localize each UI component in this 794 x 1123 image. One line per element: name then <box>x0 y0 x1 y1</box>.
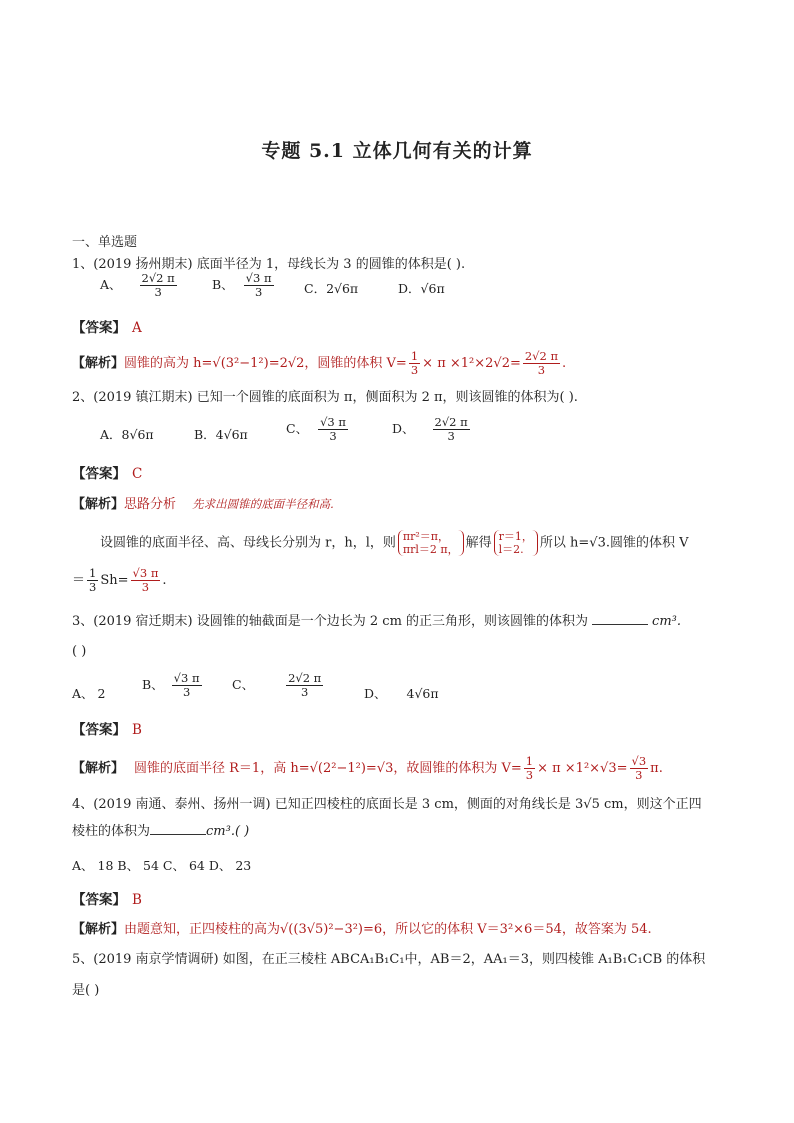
q1-option-b-label: B、 <box>212 277 234 292</box>
answer-label: 【答案】 <box>72 320 126 336</box>
q3-option-c-num: 2√2 π <box>288 671 322 685</box>
q1-option-d: D．√6π <box>398 281 445 296</box>
q1-option-a <box>100 272 179 299</box>
q3-option-b-label: B、 <box>142 677 164 692</box>
q1-analysis <box>72 350 566 377</box>
q1-analysis-mid: × π ×1²×2√2= <box>422 356 521 371</box>
q2-body2-mid: Sh= <box>100 573 129 588</box>
q3-option-b-frac <box>172 672 202 699</box>
q1-option-a-label: A、 <box>100 277 122 292</box>
q3-answer-value: B <box>132 722 142 738</box>
q3-option-c <box>232 672 325 699</box>
q2-option-c-num: √3 π <box>320 415 346 429</box>
q2-option-d-den: 3 <box>447 429 455 443</box>
q4-line2-post: cm³.( ) <box>206 824 250 839</box>
q2-body2-frac1-num: 1 <box>89 566 97 580</box>
q1-option-a-frac <box>140 272 177 299</box>
q2-system-2-eq1: r＝1， <box>498 530 533 543</box>
q3-option-d-label: D、 <box>364 686 387 701</box>
q4-analysis <box>72 920 652 940</box>
q2-body2-pre: ＝ <box>72 573 86 588</box>
analysis-label: 【解析】 <box>72 922 125 937</box>
q1-analysis-frac2 <box>523 350 560 377</box>
question-3-text <box>72 612 681 632</box>
q1-option-b-num: √3 π <box>245 271 272 285</box>
answer-label: 【答案】 <box>72 722 126 738</box>
q3-analysis-frac2 <box>630 755 649 782</box>
q2-analysis-head <box>72 494 334 515</box>
q2-option-d <box>392 416 472 443</box>
page-title: 专题 5.1 立体几何有关的计算 <box>261 140 533 162</box>
q4-answer-value: B <box>132 892 142 908</box>
q2-answer-value: C <box>132 466 143 482</box>
q2-option-d-num: 2√2 π <box>434 415 468 429</box>
q2-body-pre: 设圆锥的底面半径、高、母线长分别为 r，h，l，则 <box>100 535 396 551</box>
q2-body2-frac2-num: √3 π <box>132 566 159 580</box>
q1-analysis-pre: 圆锥的高为 h=√(3²−1²)=2√2，圆锥的体积 V= <box>124 356 407 371</box>
question-1-text: 1、(2019 扬州期末) 底面半径为 1，母线长为 3 的圆锥的体积是( ). <box>72 257 466 272</box>
q1-option-b-frac <box>244 272 274 299</box>
q1-analysis-frac1 <box>409 350 420 377</box>
q2-analysis-head-text: 思路分析 <box>124 497 177 512</box>
analysis-label: 【解析】 <box>72 356 125 371</box>
q2-option-c-den: 3 <box>329 429 337 443</box>
q2-body2-frac1-den: 3 <box>89 580 97 594</box>
q2-body2-frac2-den: 3 <box>141 580 150 594</box>
q2-option-c-label: C、 <box>286 421 309 436</box>
q3-text-body: 3、(2019 宿迁期末) 设圆锥的轴截面是一个边长为 2 cm 的正三角形，则该圆锥的体积为 <box>72 614 589 629</box>
q2-system-1 <box>398 530 464 556</box>
q2-body2-frac1 <box>87 567 98 594</box>
q2-system-1-eq2: πrl＝2 π， <box>402 543 459 556</box>
q2-option-c-frac <box>318 416 348 443</box>
q2-system-2-eq2: l＝2. <box>498 543 524 556</box>
answer-label: 【答案】 <box>72 466 126 482</box>
q2-option-d-frac <box>433 416 470 443</box>
section-heading: 一、单选题 <box>72 235 138 250</box>
q3-option-b <box>142 672 204 699</box>
q2-option-b: B．4√6π <box>194 427 248 442</box>
q4-answer-blank <box>150 822 206 835</box>
analysis-label: 【解析】 <box>72 497 125 512</box>
q4-answer <box>72 888 142 908</box>
q4-analysis-text: 由题意知，正四棱柱的高为√((3√5)²−3²)=6，所以它的体积 V＝3²×6＝54，故答案为 54. <box>124 922 652 937</box>
question-4-line-1: 4、(2019 南通、泰州、扬州一调) 已知正四棱柱的底面长是 3 cm，侧面的对角线长是 3√5 cm，则这个正四 <box>72 797 702 812</box>
question-5-line-2: 是( ) <box>72 983 100 998</box>
q3-answer <box>72 718 142 738</box>
analysis-label: 【解析】 <box>72 761 125 776</box>
q3-option-c-label: C、 <box>232 677 255 692</box>
q2-option-d-label: D、 <box>392 421 415 436</box>
q3-analysis-frac1-den: 3 <box>525 768 534 782</box>
q3-option-a: A、 2 <box>72 686 106 701</box>
q3-option-d-value: 4√6π <box>406 686 439 701</box>
q1-option-b <box>212 272 276 299</box>
answer-label: 【答案】 <box>72 892 126 908</box>
q2-option-c <box>286 416 350 443</box>
question-2-text: 2、(2019 镇江期末) 已知一个圆锥的底面积为 π，侧面积为 2 π，则该圆锥的体积为( ). <box>72 390 578 405</box>
q3-option-b-num: √3 π <box>173 671 200 685</box>
q3-option-d <box>364 684 439 702</box>
question-4-line-2 <box>72 822 249 842</box>
q1-option-c: C．2√6π <box>304 281 359 296</box>
q1-answer-value: A <box>132 320 142 336</box>
q3-analysis-frac1-num: 1 <box>525 754 534 768</box>
q2-body2-end: . <box>162 573 167 588</box>
q3-answer-blank <box>592 612 648 625</box>
q4-line2-pre: 棱柱的体积为 <box>72 824 151 839</box>
q2-analysis-hint: 先求出圆锥的底面半径和高. <box>192 497 334 511</box>
q2-analysis-body-2 <box>72 567 167 594</box>
q3-unit: cm³. <box>652 614 681 629</box>
q4-options: A、 18 B、 54 C、 64 D、 23 <box>72 858 252 873</box>
q1-analysis-frac1-num: 1 <box>410 349 419 363</box>
question-5-line-1: 5、(2019 南京学情调研) 如图，在正三棱柱 ABCA₁B₁C₁中，AB＝2，AA₁＝3，则四棱锥 A₁B₁C₁CB 的体积 <box>72 952 706 967</box>
q1-answer <box>72 316 142 336</box>
q1-option-a-num: 2√2 π <box>141 271 175 285</box>
q2-answer <box>72 462 142 482</box>
q3-analysis-end: π. <box>650 761 663 776</box>
q3-option-b-den: 3 <box>182 685 191 699</box>
q3-analysis-frac1 <box>524 755 535 782</box>
q1-analysis-end: . <box>562 356 567 371</box>
q2-system-2 <box>494 530 538 556</box>
q2-body2-frac2 <box>131 567 161 594</box>
q3-analysis-frac2-den: 3 <box>635 768 643 782</box>
q2-analysis-body <box>100 530 689 556</box>
q1-option-b-den: 3 <box>254 285 263 299</box>
q3-analysis-mid: × π ×1²×√3= <box>537 761 628 776</box>
q1-analysis-frac2-den: 3 <box>537 363 546 377</box>
q3-analysis <box>72 755 663 782</box>
q3-option-c-den: 3 <box>300 685 309 699</box>
q1-analysis-frac1-den: 3 <box>410 363 419 377</box>
q1-option-a-den: 3 <box>154 285 162 299</box>
q2-body-mid: 解得 <box>465 535 492 551</box>
q2-option-a: A．8√6π <box>100 427 154 442</box>
q2-body-post: 所以 h=√3.圆锥的体积 V <box>539 535 689 551</box>
q3-option-c-frac <box>286 672 323 699</box>
q1-analysis-frac2-num: 2√2 π <box>524 349 559 363</box>
q2-system-1-eq1: πr²＝π， <box>402 530 450 543</box>
q3-paren: ( ) <box>72 644 87 659</box>
q3-analysis-pre: 圆锥的底面半径 R＝1，高 h=√(2²−1²)=√3，故圆锥的体积为 V= <box>134 761 522 776</box>
q3-analysis-frac2-num: √3 <box>631 754 647 768</box>
